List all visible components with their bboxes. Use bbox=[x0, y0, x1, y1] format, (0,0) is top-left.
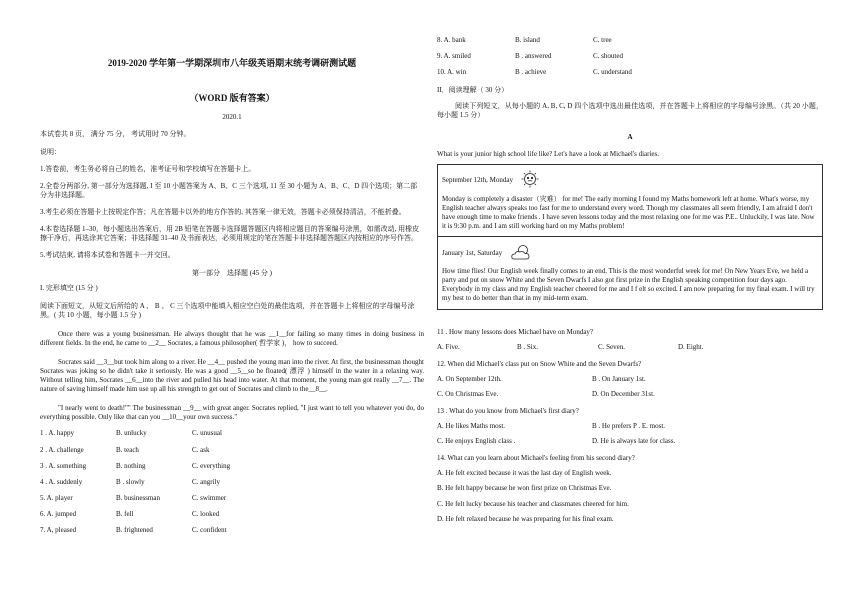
option-b: B. He felt happy because he won first prize on Christmas Eve. bbox=[437, 484, 612, 493]
section-1-instructions: 阅读下面短文，从短文后所给的 A 、 B 、 C 三个选项中能填入相应空白处的最佳选项，并在答题卡上将相应的字母编号涂黑。( 共 10 小题，每小题 1.5 分 ) bbox=[40, 301, 415, 319]
question-14: 14. What can you learn about Michael's feeling from his second diary? bbox=[437, 454, 635, 463]
option-a: 6. A. jumped bbox=[40, 509, 77, 518]
cloud-sun-icon bbox=[508, 242, 534, 265]
option-a: 5. A. player bbox=[40, 493, 73, 502]
option-d: D. He felt relaxed because he was preparing for his final exam. bbox=[437, 514, 614, 523]
option-c: C. swimmer bbox=[192, 493, 227, 502]
cloze-options bbox=[40, 429, 424, 535]
option-b: B . On January 1st. bbox=[592, 374, 646, 383]
notes-label: 说明： bbox=[40, 147, 61, 156]
option-b: B. unlucky bbox=[116, 429, 147, 438]
right-column bbox=[437, 0, 823, 608]
option-c: C. On Christmas Eve. bbox=[437, 389, 499, 398]
exam-subtitle: （WORD 版有答案） bbox=[189, 92, 275, 103]
option-c: C. looked bbox=[192, 509, 220, 518]
option-d: D. On December 31st. bbox=[592, 389, 655, 398]
option-row bbox=[40, 462, 424, 471]
option-row bbox=[40, 429, 424, 438]
option-b: B . answered bbox=[515, 52, 552, 61]
part-1-heading: 第一部分 选择题 (45 分 ) bbox=[192, 269, 272, 278]
entry-1-date: September 12th, Monday bbox=[442, 176, 513, 185]
entry-2-text: How time flies! Our English week finally comes to an end. This is the most wonderful week for me! On New Years Eve, we held a party and put on snow White and the Seven Dwarfs I also got first prize in the English speaking competition four days ago. Everybody in my class and my English teacher cheered for me and I f elt so excited. I am now preparing for my final exam. I will try my best to do better than that in my mid-term exam. bbox=[442, 267, 815, 303]
option-a: 1 . A. happy bbox=[40, 429, 75, 438]
question-13-options bbox=[437, 422, 823, 431]
question-13: 13 . What do you know from Michael's first diary? bbox=[437, 406, 579, 415]
passage-paragraph-3: "I nearly went to death!"" The businessman __9__ with great anger. Socrates replied, "I just want to tell you whatever you do, do everything possible. Only like that can you __10__your own success." bbox=[40, 404, 424, 422]
option-row bbox=[40, 446, 424, 455]
option-row bbox=[40, 526, 424, 535]
note-2: 2.全卷分两部分, 第一部分为选择题, I 至 10 小题答案为 A、B、C 三个选项, 11 至 30 小题为 A、B、C、D 四个选项；第二部分为非选择题。 bbox=[40, 181, 418, 199]
passage-paragraph-1: Once there was a young businessman. He always thought that he was __1__for failing so many times in doing business in different fields. In the end, he came to __2__ Socrates, a famous philosopher( 哲学家 )， how to succeed. bbox=[40, 329, 424, 347]
option-d: D. Eight. bbox=[678, 342, 704, 351]
sun-face-icon bbox=[519, 169, 541, 192]
option-b: B . He prefers P . E. most. bbox=[592, 422, 666, 431]
question-11: 11 . How many lessons does Michael have on Monday? bbox=[437, 327, 594, 336]
entry-2-header bbox=[442, 242, 818, 264]
option-b: B . Six. bbox=[517, 342, 539, 351]
option-row bbox=[40, 478, 424, 487]
reading-lead: What is your junior high school life like? Let's have a look at Michael's diaries. bbox=[437, 149, 659, 158]
option-c: C. angrily bbox=[192, 477, 220, 486]
entry-1-text: Monday is completely a disaster（灾难） for me! The early morning I found my Maths homework left at home. What's worse, my English teacher always speaks too fast for me to understand every word. Though my classmates all seem friendly, I am afraid I don't have enough time to make friends . I have seven lessons today and the most relaxing one for me was P.E.. Unluckily, I was late. Now it is 9:30 p.m. and I am still working hard on my Maths problem! bbox=[442, 194, 815, 231]
option-a: 9. A. smiled bbox=[437, 52, 471, 61]
option-c: C. everything bbox=[192, 461, 231, 470]
section-2-heading: II．阅读理解（ 30 分） bbox=[437, 86, 509, 95]
option-a: 2 . A. challenge bbox=[40, 445, 84, 454]
question-12-options bbox=[437, 375, 823, 384]
diary-entry-1 bbox=[438, 165, 822, 236]
option-row bbox=[40, 494, 424, 503]
entry-2-date: January 1st, Saturday bbox=[442, 248, 503, 257]
option-row bbox=[437, 68, 823, 77]
option-b: B. teach bbox=[116, 445, 139, 454]
exam-info: 本试卷共 8 页， 满分 75 分， 考试用时 70 分钟。 bbox=[40, 130, 191, 139]
diary-box bbox=[437, 164, 823, 310]
option-a: A. Five. bbox=[437, 342, 460, 351]
option-row bbox=[437, 52, 823, 61]
option-a: 8. A. bank bbox=[437, 36, 466, 44]
question-12: 12. When did Michael's class put on Snow White and the Seven Dwarfs? bbox=[437, 359, 642, 368]
question-12-options-2 bbox=[437, 390, 823, 399]
diary-entry-2 bbox=[438, 236, 822, 308]
option-b: B. frightened bbox=[116, 526, 153, 534]
option-c: C. unusual bbox=[192, 429, 222, 438]
option-a: A. He likes Maths most. bbox=[437, 422, 506, 431]
option-b: B . slowly bbox=[116, 477, 145, 486]
passage-paragraph-2: Socrates said __3__but took him along to a river. He __4__ pushed the young man into the river. At first, the businessman thought Socrates was joking so he didn't take it seriously. He was a good __5__so he floated( 漂浮 ) himself in the water in a relaxing way. Without telling him, Socrates __6__into the river and pulled his head into water. At that moment, the young man got really __7__. The nature of saving himself made him use up all his strength to get out of Socrates and climb to the__8__. bbox=[40, 357, 424, 394]
option-c: C. ask bbox=[192, 445, 210, 454]
option-row bbox=[437, 36, 823, 45]
part-a-heading: A bbox=[627, 132, 633, 141]
cloze-options-continued bbox=[437, 36, 823, 77]
option-b: B. businessman bbox=[116, 493, 160, 502]
option-b: B. island bbox=[515, 36, 540, 44]
option-a: 4 . A. suddenly bbox=[40, 477, 83, 486]
option-a: 7. A, pleased bbox=[40, 526, 77, 534]
option-b: B . achieve bbox=[515, 68, 547, 77]
exam-date: 2020.1 bbox=[222, 113, 242, 122]
exam-title: 2019-2020 学年第一学期深圳市八年级英语期末统考调研测试题 bbox=[107, 58, 357, 68]
option-b: B. nothing bbox=[116, 461, 146, 470]
section-2-instructions: 阅读下列短文，从每小题的 A, B, C, D 四个选项中选出最佳选项，并在答题卡上将相应的字母编号涂黑。（共 20 小题，每小题 1.5 分） bbox=[437, 102, 823, 120]
option-c: C. confident bbox=[192, 526, 227, 534]
option-a: 3 . A. something bbox=[40, 461, 87, 470]
note-3: 3.考生必须在答题卡上按规定作答；凡在答题卡以外的地方作答的, 其答案一律无效，答题卡必须保持清洁，不能折叠。 bbox=[40, 207, 406, 216]
option-c: C. understand bbox=[593, 68, 632, 77]
option-c: C. shouted bbox=[593, 52, 623, 61]
question-13-options-2 bbox=[437, 437, 823, 446]
note-1: 1.答卷前，考生务必将自己的姓名，准考证号和学校填写在答题卡上。 bbox=[40, 164, 256, 173]
note-4: 4.本卷选择题 1–30，每小题选出答案后，用 2B 铅笔在答题卡选择题答题区内将相应题目的答案编号涂黑，如需改动, 用橡皮擦干净后，再选涂其它答案；非选择题 31–40 及书面表达，必须用规定的笔在答题卡非选择题答题区内按相应的序号作答。 bbox=[40, 225, 420, 243]
entry-1-header bbox=[442, 170, 818, 192]
option-c: C. He felt lucky because his teacher and classmates cheered for him. bbox=[437, 499, 629, 508]
option-d: D. He is always late for class. bbox=[592, 437, 676, 446]
option-c: C. tree bbox=[593, 36, 612, 44]
left-column bbox=[40, 0, 424, 608]
option-a: A. He felt excited because it was the last day of English week. bbox=[437, 469, 612, 478]
option-row bbox=[40, 510, 424, 519]
option-c: C. Seven. bbox=[598, 342, 626, 351]
option-a: A. On September 12th. bbox=[437, 374, 502, 383]
option-c: C. He enjoys English class . bbox=[437, 437, 516, 446]
section-1-heading: I. 完形填空 (15 分 ) bbox=[40, 284, 98, 293]
option-b: B. fell bbox=[116, 509, 134, 518]
question-11-options bbox=[437, 343, 823, 352]
option-a: 10. A. win bbox=[437, 68, 467, 77]
note-5: 5.考试结束, 请将本试卷和答题卡一并交回。 bbox=[40, 251, 175, 260]
